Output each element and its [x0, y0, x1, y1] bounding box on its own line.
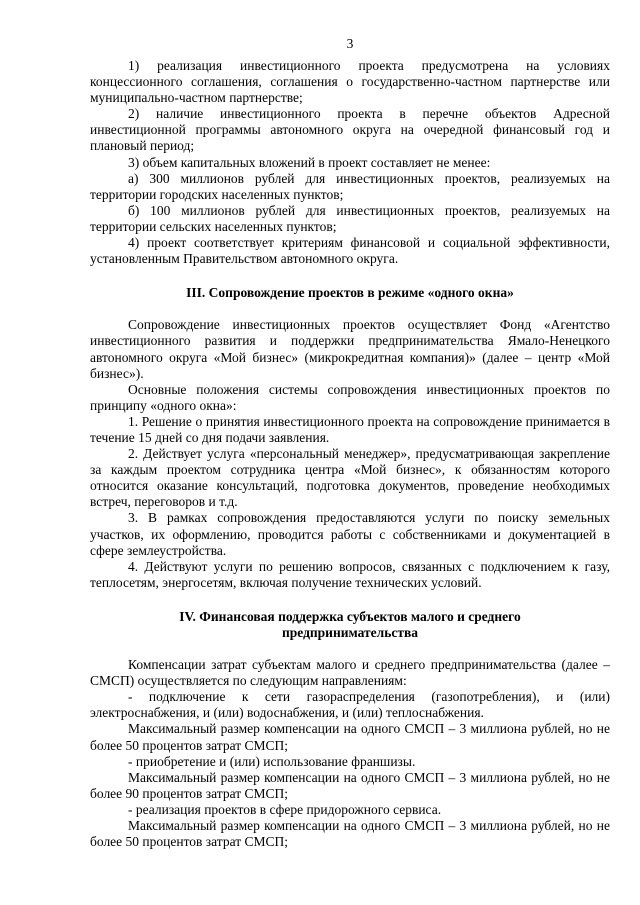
section-4-paragraph: Максимальный размер компенсации на одного СМСП – 3 миллиона рублей, но не более 50 процентов затрат СМСП;: [90, 721, 610, 753]
page-number: 3: [346, 36, 354, 51]
criteria-item: 2) наличие инвестиционного проекта в перечне объектов Адресной инвестиционной программы автономного округа на очередной финансовый год и плановый период;: [90, 106, 610, 154]
section-4-heading-line1: IV. Финансовая поддержка субъектов малого и среднего: [179, 608, 521, 624]
criteria-item: 4) проект соответствует критериям финансовой и социальной эффективности, установленным Правительством автономного округа.: [90, 235, 610, 267]
section-3-paragraph: 4. Действуют услуги по решению вопросов, связанных с подключением к газу, теплосетям, энергосетям, включая получение технических условий.: [90, 558, 610, 590]
section-3-paragraph: Сопровождение инвестиционных проектов осуществляет Фонд «Агентство инвестиционного развития и поддержки предпринимательства Ямало-Ненецкого автономного округа «Мой бизнес» (микрокредитная компания)» (далее – центр «Мой бизнес»).: [90, 317, 610, 381]
section-3-paragraph: 3. В рамках сопровождения предоставляются услуги по поиску земельных участков, их оформлению, проводится работы с собственниками и документацией в сфере землеустройства.: [90, 510, 610, 558]
section-4-paragraph: Максимальный размер компенсации на одного СМСП – 3 миллиона рублей, но не более 90 процентов затрат СМСП;: [90, 769, 610, 801]
section-4-heading: [90, 609, 610, 641]
criteria-subitem: б) 100 миллионов рублей для инвестиционных проектов, реализуемых на территории сельских населенных пунктов;: [90, 202, 610, 234]
section-4-paragraph: Максимальный размер компенсации на одного СМСП – 3 миллиона рублей, но не более 50 процентов затрат СМСП;: [90, 818, 610, 850]
section-4-paragraph: - реализация проектов в сфере придорожного сервиса.: [128, 801, 442, 817]
criteria-item: 3) объем капитальных вложений в проект составляет не менее:: [128, 154, 491, 170]
section-4-heading-line2: предпринимательства: [281, 625, 419, 640]
section-3-paragraph: Основные положения системы сопровождения инвестиционных проектов по принципу «одного окна»:: [90, 381, 610, 413]
section-3-paragraph: 1. Решение о принятия инвестиционного проекта на сопровождение принимается в течение 15 дней со дня подачи заявления.: [90, 413, 610, 445]
section-4-paragraph: Компенсации затрат субъектам малого и среднего предпринимательства (далее – СМСП) осуществляется по следующим направлениям:: [90, 657, 610, 689]
section-4-paragraph: - приобретение и (или) использование франшизы.: [128, 753, 416, 769]
section-3-paragraph: 2. Действует услуга «персональный менеджер», предусматривающая закрепление за каждым проектом сотрудника центра «Мой бизнес», к обязанностям которого относится оказание консультаций, подготовка документов, проведение необходимых встреч, переговоров и т.д.: [90, 446, 610, 510]
section-3-heading: III. Сопровождение проектов в режиме «одного окна»: [186, 285, 514, 301]
criteria-item: 1) реализация инвестиционного проекта предусмотрена на условиях концессионного соглашения, соглашения о государственно-частном партнерстве или муниципально-частном партнерстве;: [90, 58, 610, 106]
criteria-subitem: а) 300 миллионов рублей для инвестиционных проектов, реализуемых на территории городских населенных пунктов;: [90, 170, 610, 202]
section-4-paragraph: - подключение к сети газораспределения (газопотребления), и (или) электроснабжения, и (или) водоснабжения, и (или) теплоснабжения.: [90, 689, 610, 721]
document-body: [90, 58, 610, 850]
